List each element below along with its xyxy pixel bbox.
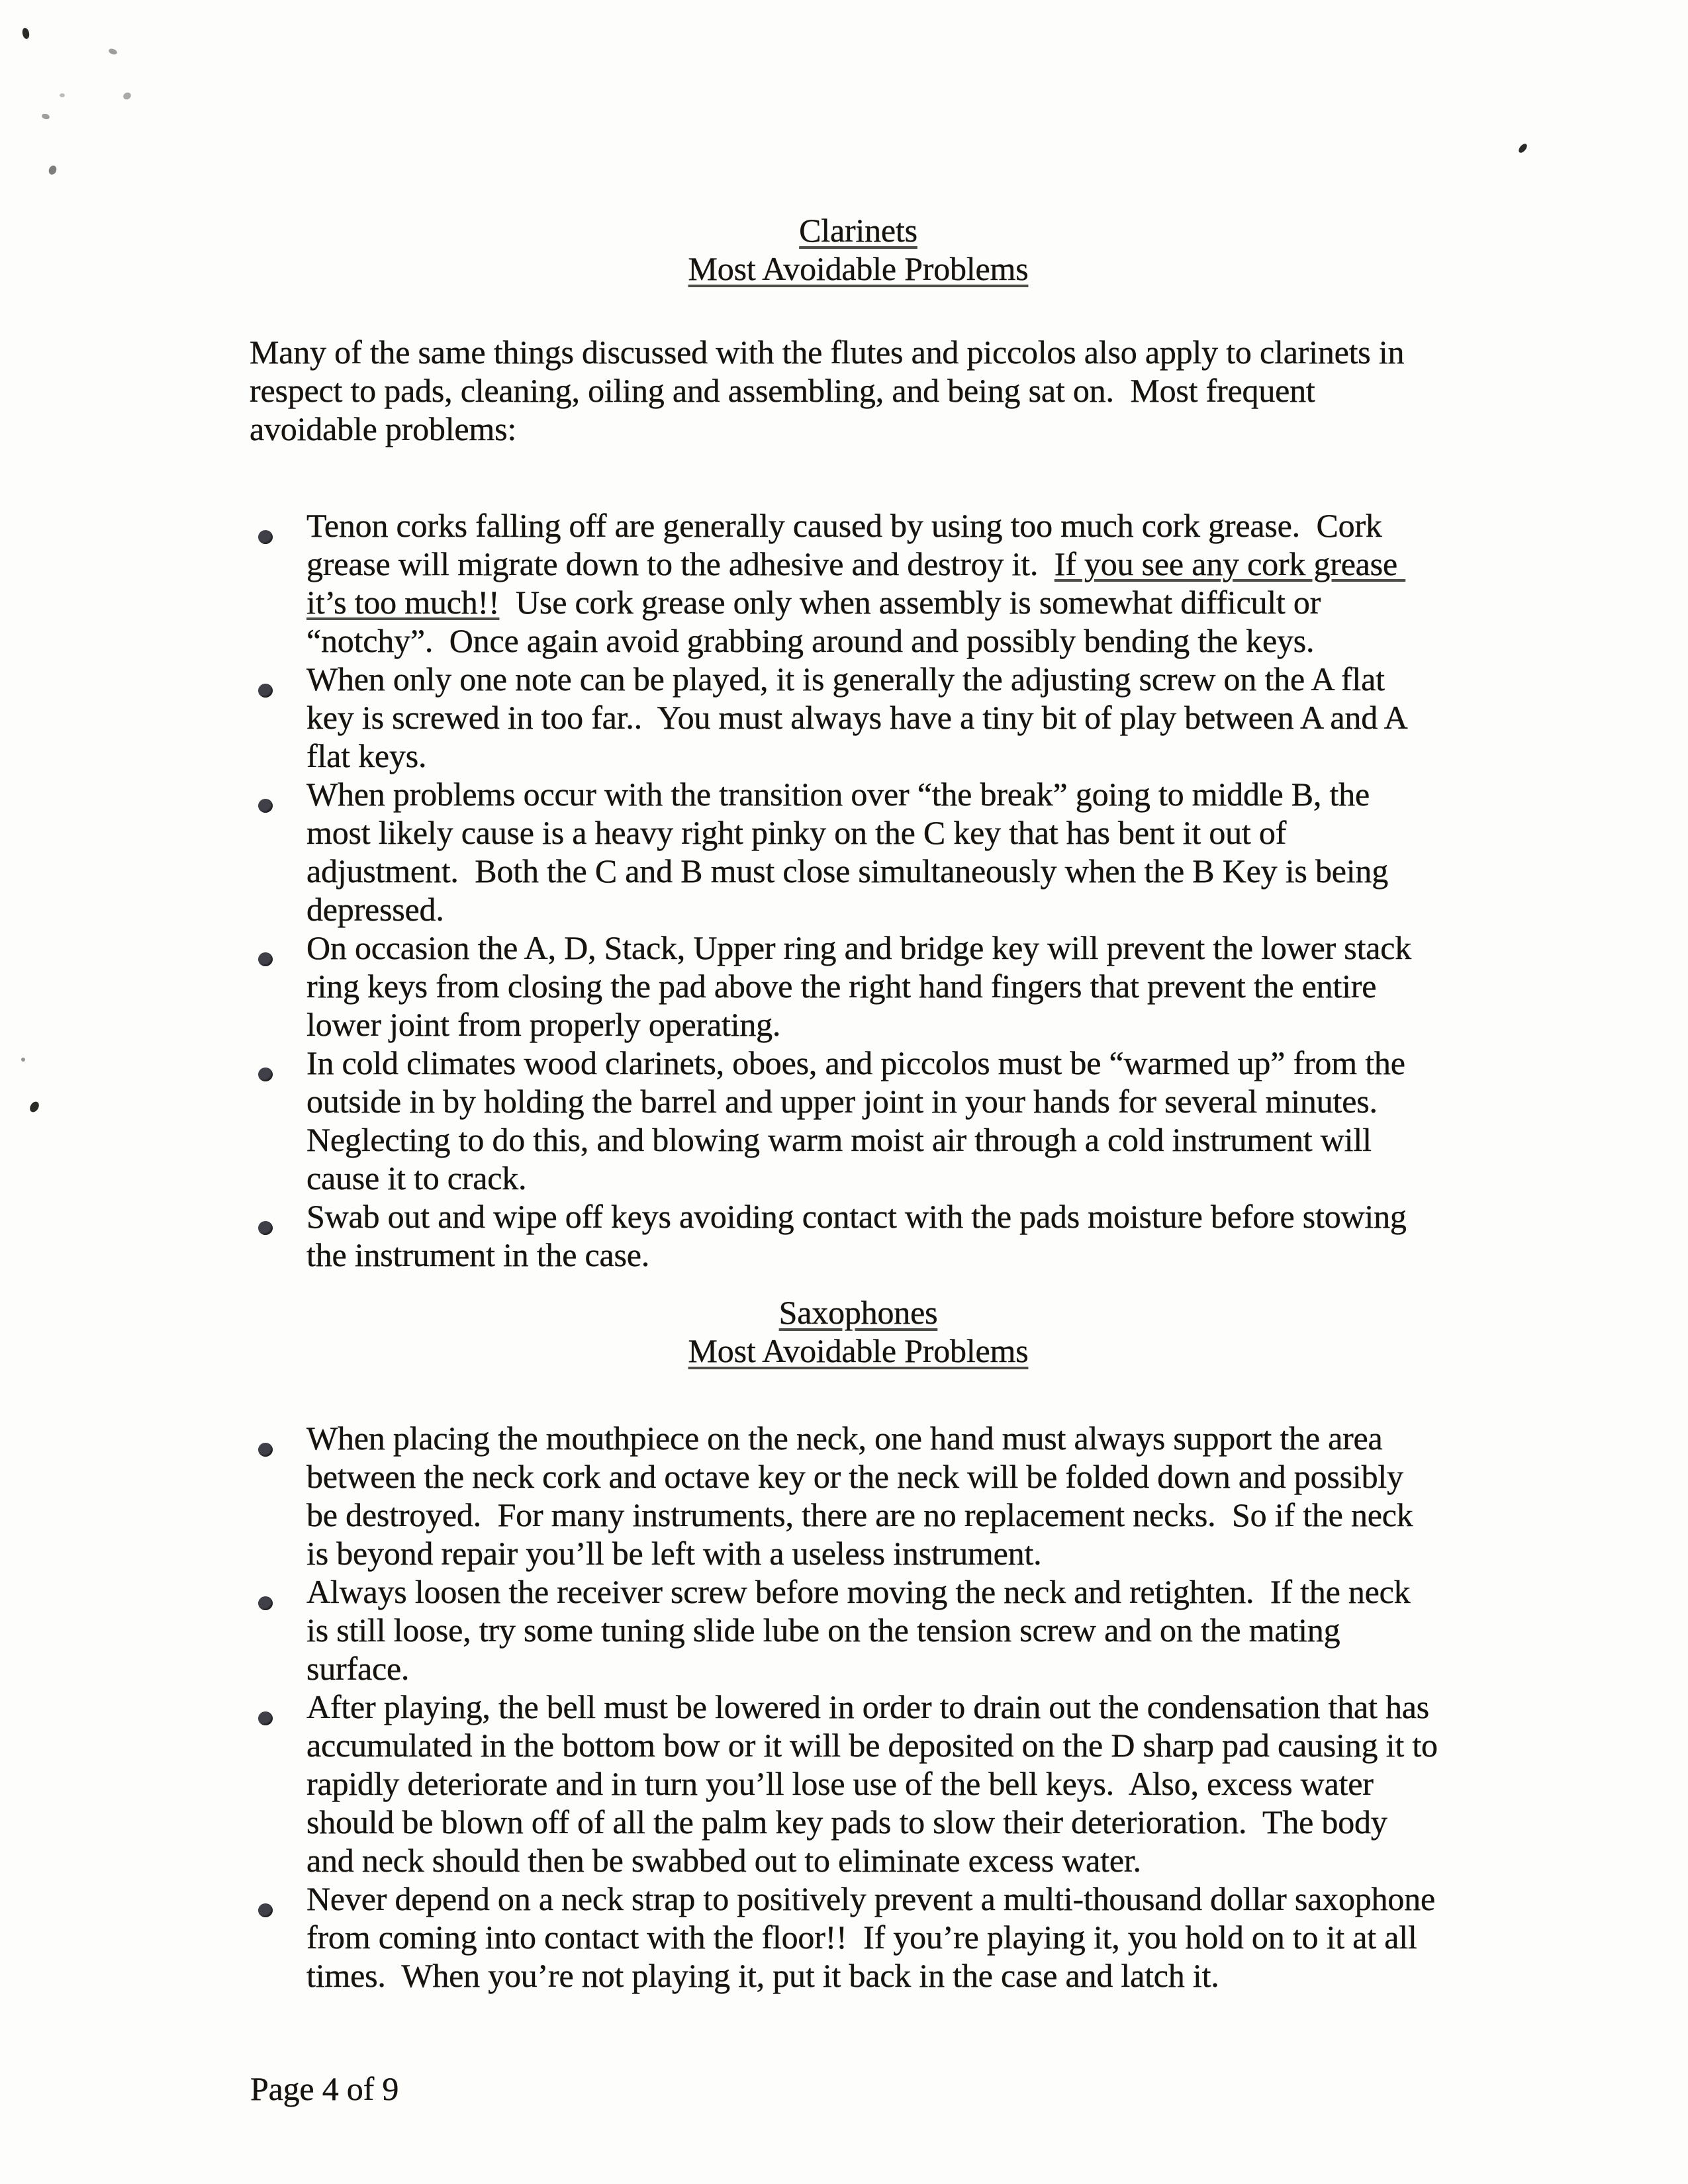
bullet-text bbox=[306, 1688, 1446, 1879]
list-item bbox=[250, 929, 1438, 1044]
text-segment: When problems occur with the transition over “the break” going to middle B, the most likely cause is a heavy right pinky on the C key that has bent it out of adjustment. Both the C and B must close simultaneously when the B Key is being depressed. bbox=[306, 776, 1397, 928]
scan-artifact bbox=[21, 27, 30, 40]
bullet-icon bbox=[258, 684, 273, 698]
list-item bbox=[250, 1572, 1438, 1688]
scan-artifact bbox=[21, 1058, 25, 1062]
text-segment: After playing, the bell must be lowered in order to drain out the condensation that has accumulated in the bottom bow or it will be deposited on the D sharp pad causing it to rapidly deteriorate and in turn you’ll lose use of the bell keys. Also, excess water should be blown off of all the palm key pads to slow their deterioration. The body and neck should then be swabbed out to eliminate excess water. bbox=[306, 1688, 1446, 1879]
text-segment: Swab out and wipe off keys avoiding contact with the pads moisture before stowing the instrument in the case. bbox=[306, 1198, 1415, 1273]
scan-artifact bbox=[108, 48, 118, 56]
bullet-icon bbox=[258, 1711, 273, 1725]
list-item bbox=[250, 1688, 1446, 1880]
text-segment: On occasion the A, D, Stack, Upper ring and bridge key will prevent the lower stack ring keys from closing the pad above the right hand fingers that prevent the entire lower joint from properly operating. bbox=[306, 929, 1420, 1043]
section-title-clarinets: Clarinets bbox=[799, 212, 917, 249]
bullet-text bbox=[306, 507, 1405, 659]
bullet-text bbox=[306, 929, 1419, 1043]
bullet-icon bbox=[258, 952, 273, 966]
list-item bbox=[250, 775, 1438, 929]
bullet-text bbox=[306, 1573, 1419, 1687]
clarinets-intro-paragraph: Many of the same things discussed with the flutes and piccolos also apply to clarinets in respect to pads, cleaning, oiling and assembling, and being sat on. Most frequent avoidable problems: bbox=[250, 334, 1413, 447]
bullet-icon bbox=[258, 1221, 273, 1235]
bullet-text bbox=[306, 1420, 1421, 1572]
section-title-saxophones: Saxophones bbox=[778, 1294, 938, 1331]
scan-artifact bbox=[1517, 142, 1528, 154]
list-item bbox=[250, 506, 1438, 660]
page-number: Page 4 of 9 bbox=[250, 2070, 399, 2107]
saxophones-bullet-list bbox=[250, 1419, 1446, 1995]
bullet-icon bbox=[258, 799, 273, 813]
list-item bbox=[250, 1419, 1438, 1572]
bullet-icon bbox=[258, 1903, 273, 1917]
scan-artifact bbox=[122, 91, 132, 101]
section-subtitle-saxophones: Most Avoidable Problems bbox=[688, 1332, 1029, 1369]
scan-artifact bbox=[41, 113, 50, 120]
saxophones-heading-block bbox=[250, 1293, 1438, 1370]
bullet-text bbox=[306, 776, 1396, 928]
bullet-icon bbox=[258, 1596, 273, 1610]
bullet-icon bbox=[258, 1443, 273, 1457]
text-segment: When only one note can be played, it is generally the adjusting screw on the A flat key is screwed in too far.. You must always have a tiny bit of play between A and A flat keys. bbox=[306, 660, 1415, 774]
list-item bbox=[250, 1197, 1438, 1274]
list-item bbox=[250, 1880, 1444, 1995]
list-item bbox=[250, 1044, 1438, 1197]
text-segment: When placing the mouthpiece on the neck, one hand must always support the area between the neck cork and octave key or the neck will be folded down and possibly be destroyed. For many instruments, there are no replacement necks. So if the neck is beyond repair you’ll be left with a useless instrument. bbox=[306, 1420, 1421, 1572]
text-segment: Never depend on a neck strap to positively prevent a multi-thousand dollar saxophone from coming into contact with the floor!! If you’re playing it, you hold on to it at all times. When you’re not playing it, put it back in the case and latch it. bbox=[306, 1880, 1444, 1994]
bullet-icon bbox=[258, 530, 273, 544]
scan-artifact bbox=[48, 164, 58, 175]
document-content bbox=[250, 211, 1446, 1995]
text-segment: In cold climates wood clarinets, oboes, and piccolos must be “warmed up” from the outside in by holding the barrel and upper joint in your hands for several minutes. Neglecting to do this, and blowing warm moist air through a cold instrument will cause it to crack. bbox=[306, 1044, 1414, 1197]
bullet-text bbox=[306, 660, 1414, 774]
clarinets-bullet-list bbox=[250, 506, 1438, 1274]
text-segment: Always loosen the receiver screw before moving the neck and retighten. If the neck is still loose, try some tuning slide lube on the tension screw and on the mating surface. bbox=[306, 1573, 1419, 1687]
bullet-text bbox=[306, 1198, 1415, 1273]
underlined-text-segment: If you see any cork grease it’s too much!! bbox=[306, 545, 1406, 621]
text-segment: Use cork grease only when assembly is somewhat difficult or “notchy”. Once again avoid grabbing around and possibly bending the keys. bbox=[306, 584, 1329, 659]
scan-artifact bbox=[28, 1100, 40, 1114]
bullet-text bbox=[306, 1044, 1413, 1197]
bullet-icon bbox=[258, 1068, 273, 1081]
scan-artifact bbox=[60, 93, 65, 97]
list-item bbox=[250, 660, 1438, 775]
section-subtitle-clarinets: Most Avoidable Problems bbox=[688, 250, 1029, 287]
text-segment: Tenon corks falling off are generally caused by using too much cork grease. Cork grease will migrate down to the adhesive and destroy it. bbox=[306, 507, 1391, 582]
bullet-text bbox=[306, 1880, 1443, 1994]
